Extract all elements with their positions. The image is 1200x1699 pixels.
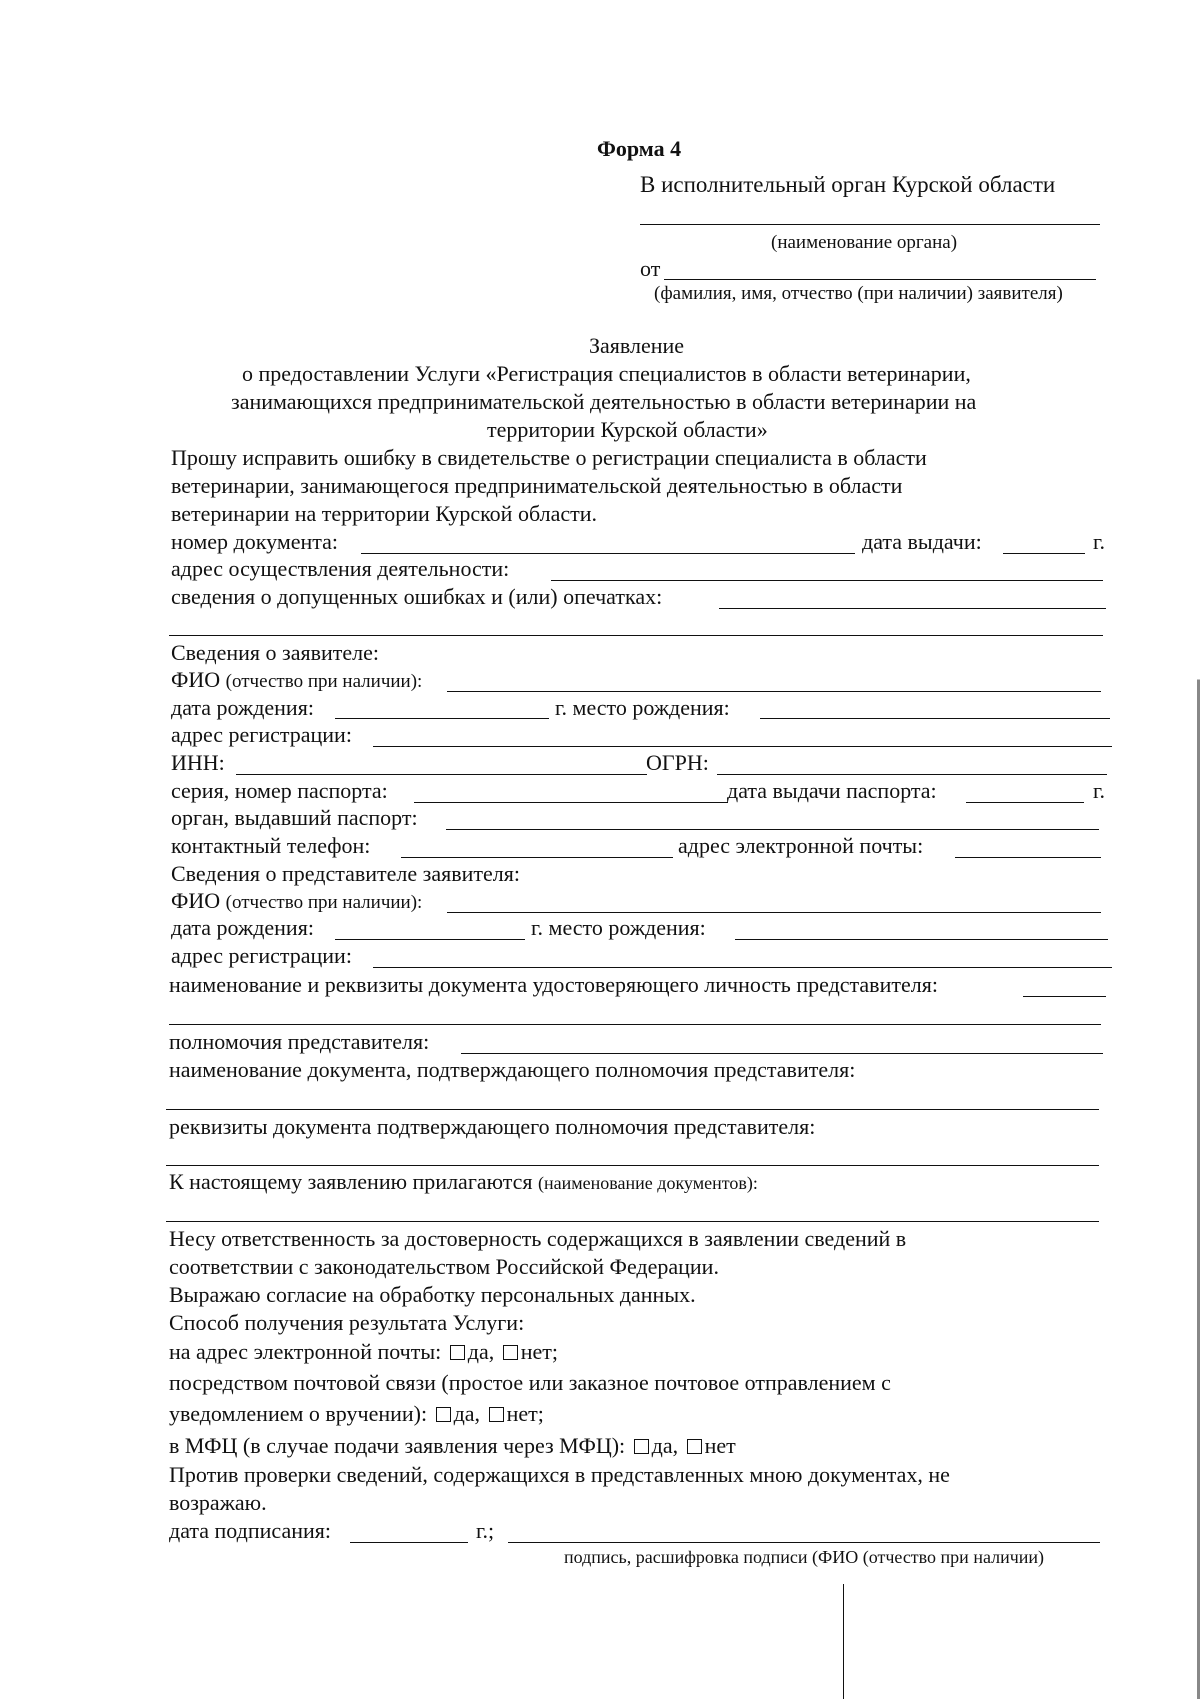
scan-artifact-line bbox=[843, 1584, 844, 1699]
signing-date-field[interactable] bbox=[350, 1542, 468, 1543]
request-line-3: ветеринарии на территории Курской области. bbox=[171, 501, 597, 526]
ogrn-label: ОГРН: bbox=[646, 750, 709, 775]
request-line-1: Прошу исправить ошибку в свидетельстве о регистрации специалиста в области bbox=[171, 445, 927, 470]
post-option-label: уведомлением о вручении): bbox=[169, 1401, 428, 1426]
email-no-checkbox[interactable] bbox=[503, 1345, 518, 1360]
representative-birth-date-field[interactable] bbox=[335, 939, 525, 940]
applicant-birth-place-label: г. место рождения: bbox=[555, 695, 730, 720]
form-title: Форма 4 bbox=[597, 136, 682, 161]
passport-label: серия, номер паспорта: bbox=[171, 778, 388, 803]
applicant-fio-field[interactable] bbox=[447, 691, 1101, 692]
issue-year-suffix: г. bbox=[1093, 529, 1106, 554]
inn-field[interactable] bbox=[236, 774, 647, 775]
mfc-no-label: нет bbox=[704, 1433, 736, 1458]
issue-date-label: дата выдачи: bbox=[862, 529, 982, 554]
representative-fio-label bbox=[171, 890, 422, 912]
email-field[interactable] bbox=[955, 857, 1101, 858]
applicant-birth-place-field[interactable] bbox=[760, 718, 1110, 719]
mfc-option-label: в МФЦ (в случае подачи заявления через МФЦ): bbox=[169, 1433, 626, 1458]
delivery-title: Способ получения результата Услуги: bbox=[169, 1310, 525, 1335]
powers-doc-details-label: реквизиты документа подтверждающего полномочия представителя: bbox=[169, 1114, 816, 1139]
email-yes-label: да, bbox=[467, 1339, 495, 1364]
powers-doc-name-label: наименование документа, подтверждающего полномочия представителя: bbox=[169, 1057, 856, 1082]
title-line-3: занимающихся предпринимательской деятельностью в области ветеринарии на bbox=[231, 389, 977, 414]
representative-id-doc-label: наименование и реквизиты документа удостоверяющего личность представителя: bbox=[169, 972, 938, 997]
email-label: адрес электронной почты: bbox=[678, 833, 924, 858]
issue-date-field[interactable] bbox=[1003, 553, 1085, 554]
email-option-row bbox=[169, 1341, 558, 1363]
passport-field[interactable] bbox=[414, 802, 728, 803]
phone-field[interactable] bbox=[401, 857, 673, 858]
from-label: от bbox=[640, 256, 661, 281]
post-yes-label: да, bbox=[453, 1401, 481, 1426]
passport-year-suffix: г. bbox=[1093, 778, 1106, 803]
applicant-birth-date-label: дата рождения: bbox=[171, 695, 314, 720]
attachments-label bbox=[169, 1171, 758, 1193]
personal-data-consent: Выражаю согласие на обработку персональных данных. bbox=[169, 1282, 696, 1307]
attachments-field[interactable] bbox=[166, 1221, 1099, 1222]
passport-issuer-field[interactable] bbox=[446, 829, 1099, 830]
addressee: В исполнительный орган Курской области bbox=[640, 172, 1056, 197]
powers-doc-name-field[interactable] bbox=[166, 1109, 1099, 1110]
mfc-option-row bbox=[169, 1435, 736, 1457]
errors-label: сведения о допущенных ошибках и (или) опечатках: bbox=[171, 584, 663, 609]
inn-label: ИНН: bbox=[171, 750, 225, 775]
applicant-name-field[interactable] bbox=[664, 279, 1096, 280]
activity-address-label: адрес осуществления деятельности: bbox=[171, 556, 510, 581]
powers-field[interactable] bbox=[461, 1053, 1103, 1054]
representative-reg-address-field[interactable] bbox=[373, 967, 1112, 968]
representative-birth-date-label: дата рождения: bbox=[171, 915, 314, 940]
title-line-2: о предоставлении Услуги «Регистрация специалистов в области ветеринарии, bbox=[242, 361, 971, 386]
representative-birth-place-label: г. место рождения: bbox=[531, 915, 706, 940]
rep-fio-label-text: ФИО bbox=[171, 888, 221, 913]
powers-doc-details-field[interactable] bbox=[166, 1165, 1099, 1166]
errors-field-continued[interactable] bbox=[169, 635, 1103, 636]
ogrn-field[interactable] bbox=[717, 774, 1107, 775]
rep-fio-note: (отчество при наличии): bbox=[225, 892, 423, 913]
powers-label: полномочия представителя: bbox=[169, 1029, 430, 1054]
email-no-label: нет; bbox=[520, 1339, 558, 1364]
phone-label: контактный телефон: bbox=[171, 833, 371, 858]
applicant-birth-date-field[interactable] bbox=[335, 718, 549, 719]
attachments-label-text: К настоящему заявлению прилагаются bbox=[169, 1169, 533, 1194]
mfc-no-checkbox[interactable] bbox=[687, 1439, 702, 1454]
post-no-label: нет; bbox=[506, 1401, 544, 1426]
passport-date-label: дата выдачи паспорта: bbox=[727, 778, 937, 803]
applicant-fio-label bbox=[171, 669, 422, 691]
post-option-line-1: посредством почтовой связи (простое или заказное почтовое отправлением с bbox=[169, 1370, 891, 1395]
document-number-label: номер документа: bbox=[171, 529, 339, 554]
document-title: Заявление bbox=[589, 333, 685, 358]
passport-issuer-label: орган, выдавший паспорт: bbox=[171, 805, 418, 830]
signature-field[interactable] bbox=[508, 1542, 1100, 1543]
post-yes-checkbox[interactable] bbox=[436, 1407, 451, 1422]
organ-name-field[interactable] bbox=[640, 224, 1100, 225]
attachments-note: (наименование документов): bbox=[538, 1173, 758, 1193]
no-objection-line-2: возражаю. bbox=[169, 1490, 267, 1515]
email-yes-checkbox[interactable] bbox=[450, 1345, 465, 1360]
representative-id-doc-field-continued[interactable] bbox=[169, 1024, 1101, 1025]
applicant-caption: (фамилия, имя, отчество (при наличии) заявителя) bbox=[654, 283, 1063, 304]
applicant-section-title: Сведения о заявителе: bbox=[171, 640, 380, 665]
mfc-yes-checkbox[interactable] bbox=[634, 1439, 649, 1454]
organ-caption: (наименование органа) bbox=[771, 232, 958, 253]
representative-section-title: Сведения о представителе заявителя: bbox=[171, 861, 520, 886]
applicant-reg-address-label: адрес регистрации: bbox=[171, 722, 352, 747]
activity-address-field[interactable] bbox=[551, 580, 1103, 581]
document-number-field[interactable] bbox=[361, 553, 855, 554]
errors-field[interactable] bbox=[719, 608, 1106, 609]
representative-fio-field[interactable] bbox=[447, 912, 1101, 913]
fio-note: (отчество при наличии): bbox=[225, 671, 423, 692]
signature-caption: подпись, расшифровка подписи (ФИО (отчество при наличии) bbox=[564, 1547, 1045, 1567]
post-option-row bbox=[169, 1403, 544, 1425]
responsibility-line-2: соответствии с законодательством Российской Федерации. bbox=[169, 1254, 719, 1279]
fio-label-text: ФИО bbox=[171, 667, 221, 692]
no-objection-line-1: Против проверки сведений, содержащихся в представленных мною документах, не bbox=[169, 1462, 950, 1487]
signing-date-label: дата подписания: bbox=[169, 1518, 331, 1543]
email-option-label: на адрес электронной почты: bbox=[169, 1339, 442, 1364]
representative-id-doc-field[interactable] bbox=[1023, 996, 1106, 997]
representative-reg-address-label: адрес регистрации: bbox=[171, 943, 352, 968]
responsibility-line-1: Несу ответственность за достоверность содержащихся в заявлении сведений в bbox=[169, 1226, 907, 1251]
request-line-2: ветеринарии, занимающегося предпринимательской деятельностью в области bbox=[171, 473, 903, 498]
representative-birth-place-field[interactable] bbox=[735, 939, 1108, 940]
post-no-checkbox[interactable] bbox=[489, 1407, 504, 1422]
mfc-yes-label: да, bbox=[651, 1433, 679, 1458]
passport-date-field[interactable] bbox=[966, 802, 1084, 803]
applicant-reg-address-field[interactable] bbox=[373, 746, 1112, 747]
title-line-4: территории Курской области» bbox=[487, 417, 768, 442]
signing-year-suffix: г.; bbox=[476, 1518, 495, 1543]
